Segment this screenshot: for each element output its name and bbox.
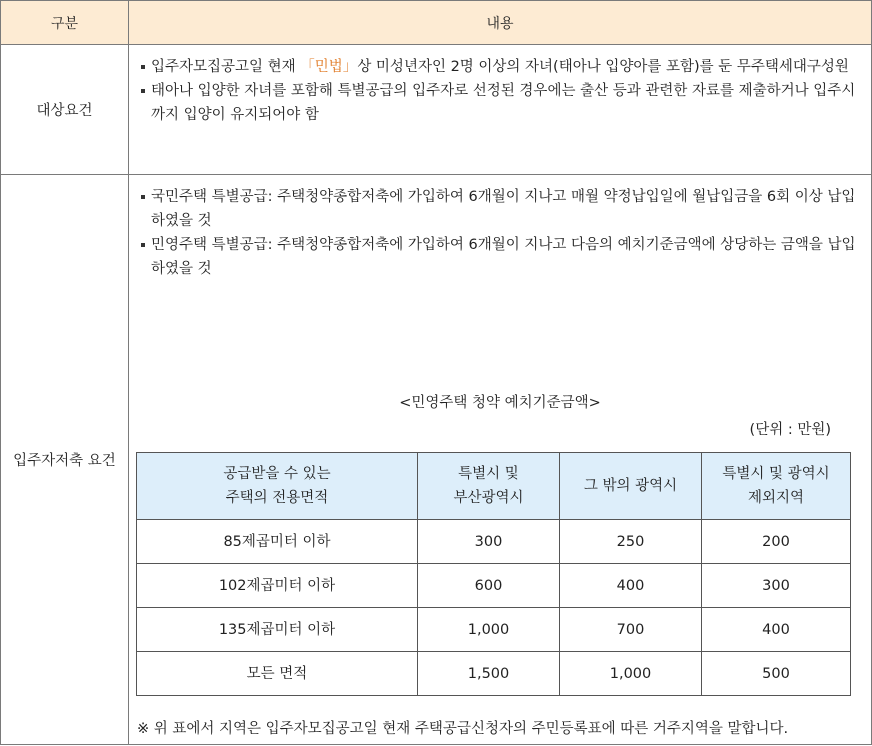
header-category: 구분	[1, 1, 129, 45]
row-label-savings: 입주자저축 요건	[1, 175, 129, 745]
deposit-body	[137, 520, 851, 696]
deposit-column-header: 공급받을 수 있는 주택의 전용면적	[137, 453, 418, 520]
area-cell: 85제곱미터 이하	[137, 520, 418, 564]
header-content: 내용	[129, 1, 872, 45]
row-label-target: 대상요건	[1, 45, 129, 175]
target-bullet-1	[139, 55, 865, 79]
amount-cell: 250	[560, 520, 702, 564]
amount-cell: 300	[418, 520, 560, 564]
deposit-unit-label: (단위 : 만원)	[749, 422, 831, 438]
table-row	[137, 608, 851, 652]
area-cell: 102제곱미터 이하	[137, 564, 418, 608]
bullet-text: 상 미성년자인 2명 이상의 자녀(태아나 입양아를 포함)를 둔 무주택세대구성원	[357, 59, 849, 75]
bullet-text: 민영주택 특별공급: 주택청약종합저축에 가입하여 6개월이 지나고 다음의 예치기준금액에 상당하는 금액을 납입하였을 것	[151, 237, 856, 277]
table-row	[137, 652, 851, 696]
target-bullet-list	[139, 55, 865, 127]
amount-cell: 400	[702, 608, 851, 652]
bullet-text: 입주자모집공고일 현재	[151, 59, 301, 75]
deposit-column-header: 그 밖의 광역시	[560, 453, 702, 520]
amount-cell: 300	[702, 564, 851, 608]
table-row	[137, 564, 851, 608]
amount-cell: 1,500	[418, 652, 560, 696]
bullet-text: 국민주택 특별공급: 주택청약종합저축에 가입하여 6개월이 지나고 매월 약정납입일에 월납입금을 6회 이상 납입하였을 것	[151, 189, 856, 229]
savings-bullet-1	[139, 185, 865, 233]
area-cell: 135제곱미터 이하	[137, 608, 418, 652]
bullet-text: 태아나 입양한 자녀를 포함해 특별공급의 입주자로 선정된 경우에는 출산 등과 관련한 자료를 제출하거나 입주시까지 입양이 유지되어야 함	[151, 83, 856, 123]
amount-cell: 400	[560, 564, 702, 608]
header-row	[1, 1, 872, 45]
row-savings-requirements	[1, 175, 872, 745]
savings-bullet-list	[139, 185, 865, 281]
deposit-table-title: <민영주택 청약 예치기준금액>	[399, 395, 601, 411]
civil-law-highlight: 「민법」	[300, 59, 358, 75]
amount-cell: 200	[702, 520, 851, 564]
table-row	[137, 520, 851, 564]
amount-cell: 500	[702, 652, 851, 696]
amount-cell: 600	[418, 564, 560, 608]
deposit-header-row	[137, 453, 851, 520]
deposit-column-header: 특별시 및 부산광역시	[418, 453, 560, 520]
area-cell: 모든 면적	[137, 652, 418, 696]
deposit-column-header: 특별시 및 광역시 제외지역	[702, 453, 851, 520]
amount-cell: 700	[560, 608, 702, 652]
row-content-savings	[129, 175, 872, 745]
row-target-requirements	[1, 45, 872, 175]
row-content-target	[129, 45, 872, 175]
deposit-standard-table	[136, 452, 851, 696]
amount-cell: 1,000	[560, 652, 702, 696]
savings-bullet-2	[139, 233, 865, 281]
target-bullet-2	[139, 79, 865, 127]
amount-cell: 1,000	[418, 608, 560, 652]
deposit-footnote: ※ 위 표에서 지역은 입주자모집공고일 현재 주택공급신청자의 주민등록표에 따른 거주지역을 말합니다.	[137, 721, 789, 737]
